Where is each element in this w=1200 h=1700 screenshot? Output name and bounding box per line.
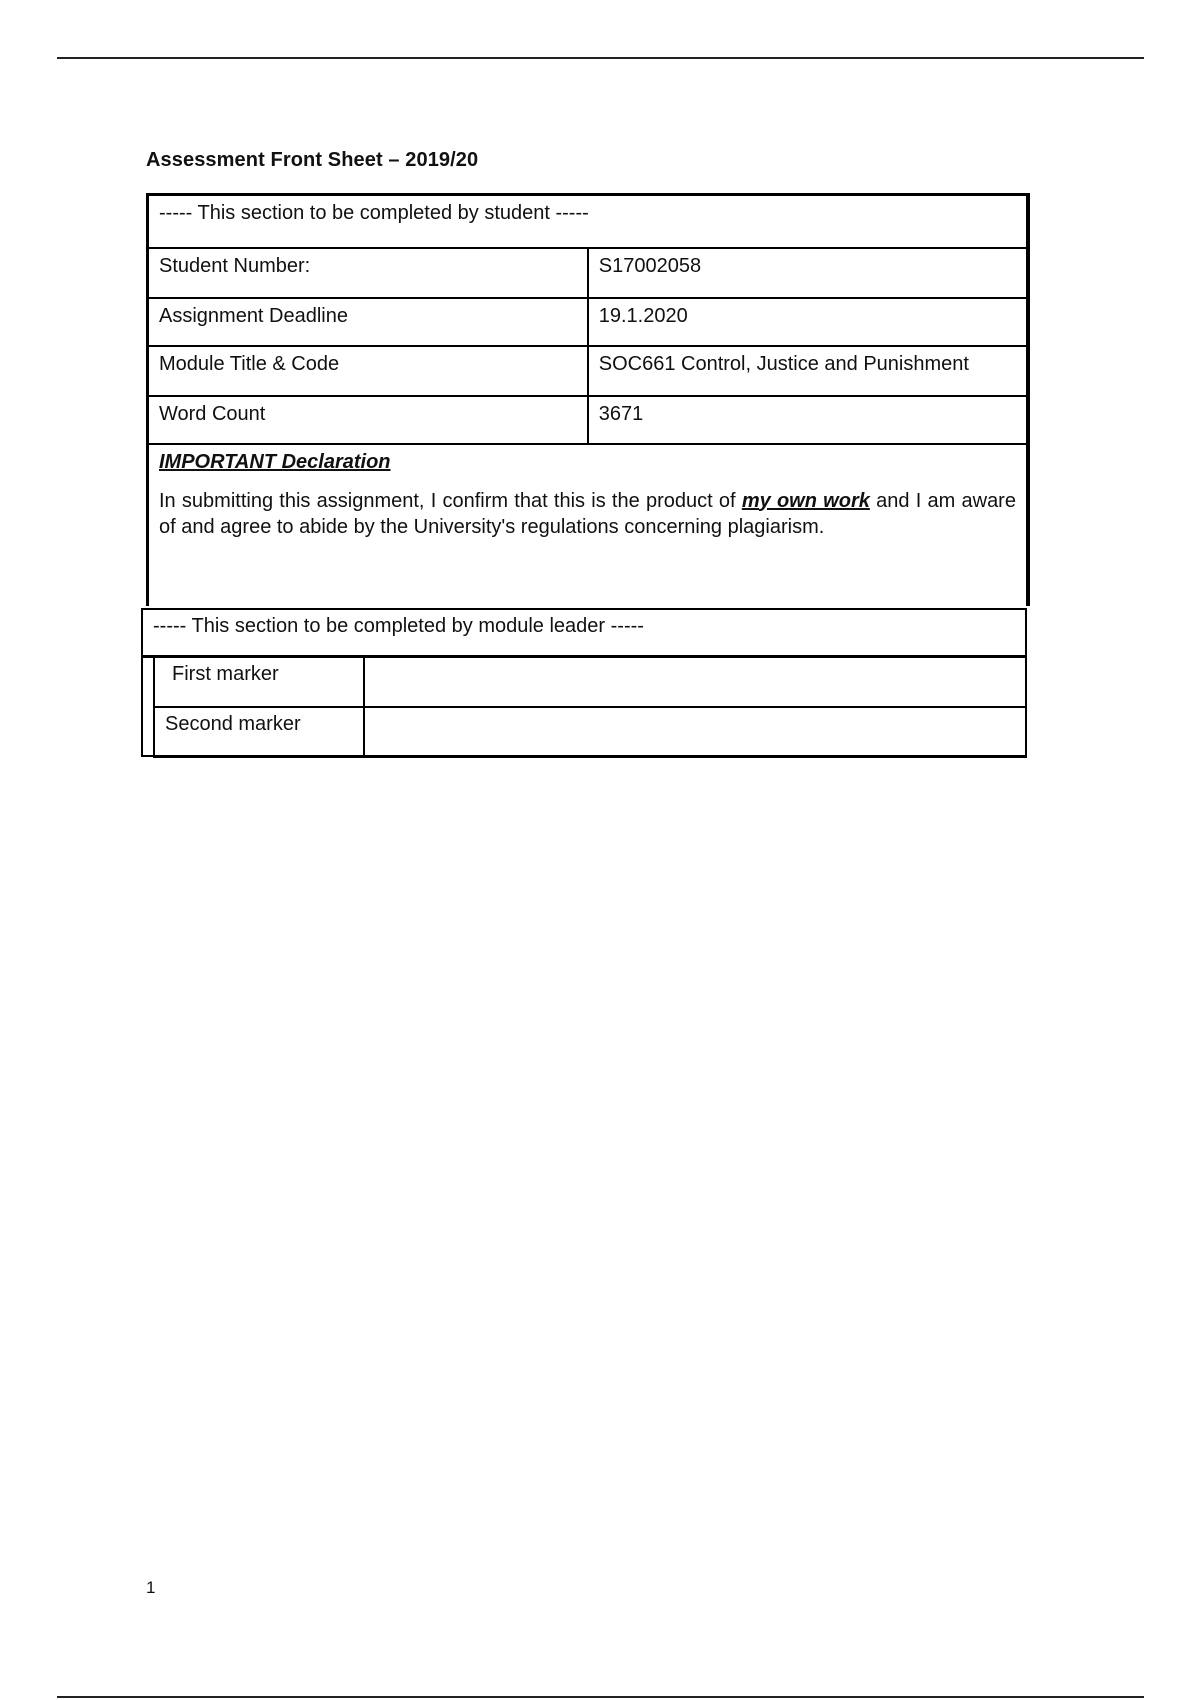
declaration-text-after: and I am aware of and agree to abide by the University's regulations concerning plagiarism. [159,489,1016,538]
declaration-heading: IMPORTANT Declaration [159,450,391,473]
page-title: Assessment Front Sheet – 2019/20 [146,149,479,171]
module-title-value: SOC661 Control, Justice and Punishment [588,346,1028,396]
declaration-cell [148,444,1029,606]
declaration-text-before: In submitting this assignment, I confirm that this is the product of [159,489,742,512]
declaration-emphasis: my own work [741,489,870,512]
assignment-deadline-value: 19.1.2020 [588,298,1028,346]
second-marker-value [364,707,1026,756]
leader-section-header: ----- This section to be completed by module leader ----- [141,608,1027,658]
student-section-header: ----- This section to be completed by student ----- [148,195,1029,248]
header-rule [57,57,1144,59]
first-marker-value [364,657,1026,707]
marker-table-gutter [142,657,154,756]
student-number-value: S17002058 [588,248,1028,298]
declaration-text [159,488,1016,540]
word-count-value: 3671 [588,396,1028,444]
module-title-label: Module Title & Code [148,346,588,396]
footer-rule [57,1696,1144,1698]
marker-table [141,656,1027,758]
student-section-table [146,193,1030,606]
student-number-label: Student Number: [148,248,588,298]
second-marker-label: Second marker [154,707,364,756]
word-count-label: Word Count [148,396,588,444]
page-number: 1 [146,1578,156,1597]
first-marker-label: First marker [154,657,364,707]
assignment-deadline-label: Assignment Deadline [148,298,588,346]
